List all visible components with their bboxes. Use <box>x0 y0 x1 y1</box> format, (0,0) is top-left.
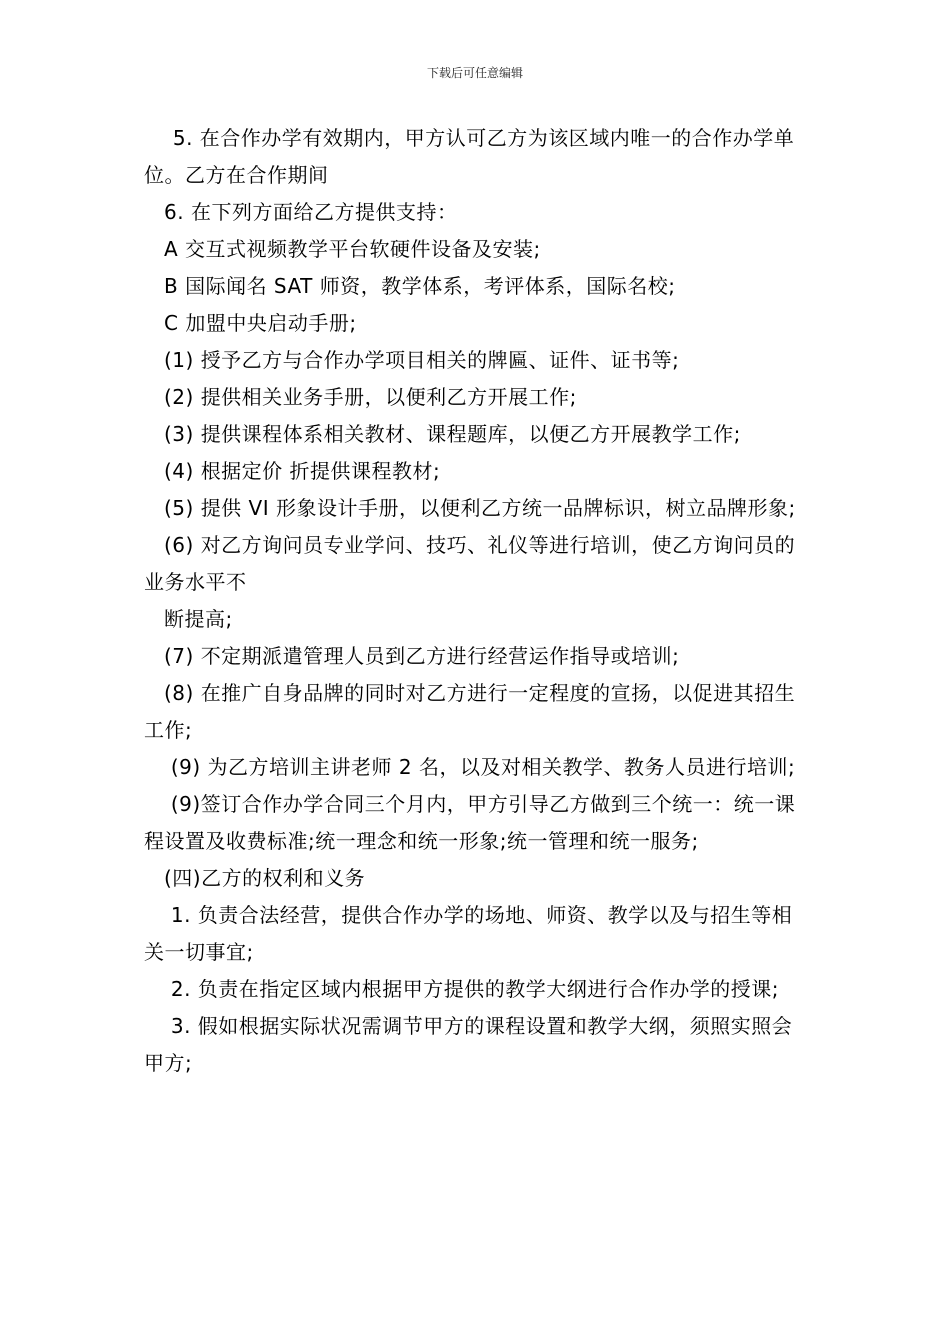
item-7: (7) 不定期派遣管理人员到乙方进行经营运作指导或培训; <box>164 644 680 668</box>
page-header: 下载后可任意编辑 <box>426 66 523 80</box>
item-b: B 国际闻名 SAT 师资，教学体系，考评体系，国际名校; <box>164 274 676 298</box>
item-3: (3) 提供课程体系相关教材、课程题库，以便乙方开展教学工作; <box>164 422 741 446</box>
duty-3: 3. 假如根据实际状况需调节甲方的课程设置和教学大纲，须照实照会甲方; <box>144 1014 793 1075</box>
item-6-continued: 断提高; <box>164 607 233 631</box>
duty-2: 2. 负责在指定区域内根据甲方提供的教学大纲进行合作办学的授课; <box>164 977 780 1001</box>
document-body <box>144 120 808 1082</box>
item-c: C 加盟中央启动手册; <box>164 311 357 335</box>
duty-1: 1. 负责合法经营，提供合作办学的场地、师资、教学以及与招生等相关一切事宜; <box>144 903 793 964</box>
item-9: (9) 为乙方培训主讲老师 2 名，以及对相关教学、教务人员进行培训; <box>164 755 796 779</box>
item-2: (2) 提供相关业务手册，以便利乙方开展工作; <box>164 385 577 409</box>
item-4: (4) 根据定价 折提供课程教材; <box>164 459 441 483</box>
section-heading-4: (四)乙方的权利和义务 <box>164 866 366 890</box>
item-8: (8) 在推广自身品牌的同时对乙方进行一定程度的宣扬，以促进其招生工作; <box>144 681 796 742</box>
item-a: A 交互式视频教学平台软硬件设备及安装; <box>164 237 541 261</box>
item-5: (5) 提供 VI 形象设计手册，以便利乙方统一品牌标识，树立品牌形象; <box>164 496 796 520</box>
item-1: (1) 授予乙方与合作办学项目相关的牌匾、证件、证书等; <box>164 348 680 372</box>
item-6: (6) 对乙方询问员专业学问、技巧、礼仪等进行培训，使乙方询问员的业务水平不 <box>144 533 796 594</box>
paragraph-5: 5. 在合作办学有效期内，甲方认可乙方为该区域内唯一的合作办学单位。乙方在合作期间 <box>144 126 795 187</box>
paragraph-6: 6. 在下列方面给乙方提供支持： <box>164 200 458 224</box>
item-9b: (9)签订合作办学合同三个月内，甲方引导乙方做到三个统一：统一课程设置及收费标准;统一理念和统一形象;统一管理和统一服务; <box>144 792 796 853</box>
